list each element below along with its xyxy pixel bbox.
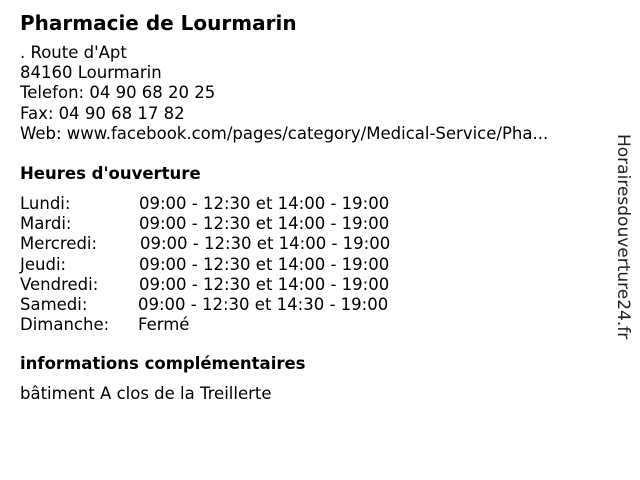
day-label: Mardi: (20, 214, 72, 234)
phone-number: Telefon: 04 90 68 20 25 (20, 83, 216, 103)
day-label: Lundi: (20, 194, 71, 213)
day-label: Vendredi: (20, 274, 99, 294)
day-label: Jeudi: (20, 254, 67, 274)
address-block (20, 43, 548, 144)
fax-number: Fax: 04 90 68 17 82 (20, 103, 185, 123)
hours-heading: Heures d'ouverture (20, 164, 201, 183)
info-text: bâtiment A clos de la Treillerte (20, 384, 272, 403)
day-label: Dimanche: (20, 315, 110, 335)
watermark (611, 134, 633, 374)
time-range: 09:00 - 12:30 et 14:00 - 19:00 (140, 234, 391, 254)
address-street: . Route d'Apt (20, 43, 127, 62)
website-link: Web: www.facebook.com/pages/category/Medical-Service/Pha... (20, 123, 549, 143)
day-label: Samedi: (20, 294, 88, 314)
time-range: 09:00 - 12:30 et 14:30 - 19:00 (138, 294, 389, 314)
time-range: 09:00 - 12:30 et 14:00 - 19:00 (139, 254, 390, 274)
day-label: Mercredi: (20, 234, 98, 254)
watermark-text: Horairesdouverture24.fr (613, 134, 633, 340)
time-range: 09:00 - 12:30 et 14:00 - 19:00 (139, 194, 390, 213)
page-title: Pharmacie de Lourmarin (20, 11, 297, 35)
address-city: 84160 Lourmarin (20, 63, 162, 83)
time-range: 09:00 - 12:30 et 14:00 - 19:00 (139, 214, 390, 234)
time-range: Fermé (138, 315, 190, 335)
info-heading: informations complémentaires (20, 354, 306, 373)
time-range: 09:00 - 12:30 et 14:00 - 19:00 (139, 274, 390, 294)
